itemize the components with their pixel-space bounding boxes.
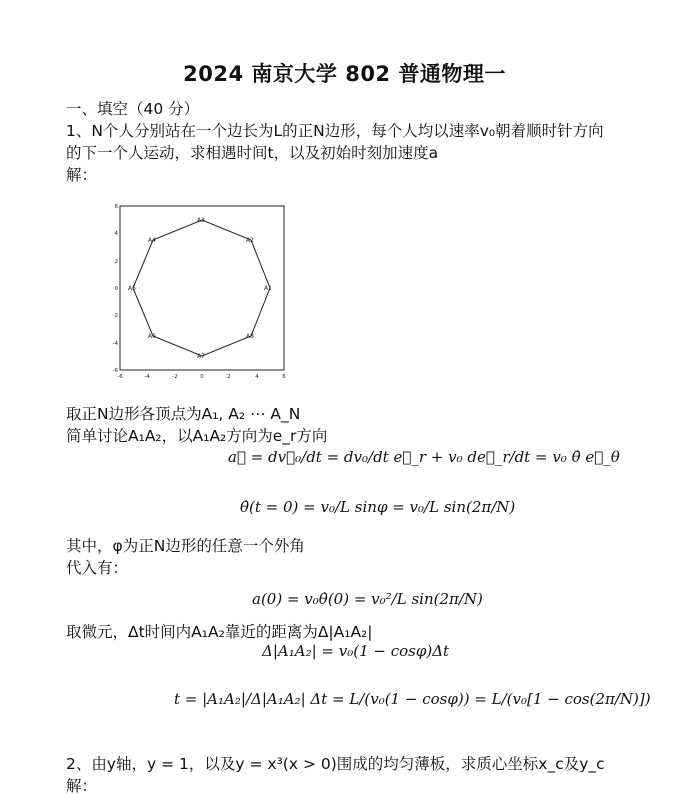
y-tick-label: -4 [112,341,118,347]
vertex-label: A5 [128,285,136,292]
answer-label-1: 解： [66,166,98,184]
vertex-label: A7 [197,353,205,360]
x-tick-label: 4 [255,374,259,380]
plot-frame [120,206,284,370]
vertex-label: A2 [246,237,254,244]
octagon-plot [110,200,290,380]
equation-3: a(0) = v₀θ̇(0) = v₀²/L sin(2π/N) [252,590,483,608]
y-tick-label: -2 [112,313,118,319]
x-tick-label: -6 [117,374,123,380]
question-2-line-1: 2、由y轴，y = 1，以及y = x³(x > 0)围成的均匀薄板，求质心坐标x_c及y_c [66,755,605,773]
y-tick-label: -6 [112,368,118,374]
vertex-label: A1 [264,285,272,292]
x-tick-label: 2 [227,374,231,380]
y-tick-label: 2 [114,259,118,265]
equation-5: t = |A₁A₂|/Δ|A₁A₂| Δt = L/(v₀(1 − cosφ)) = L/(v₀[1 − cos(2π/N)]) [174,690,651,708]
vertex-label: A3 [197,217,205,224]
text-differential: 取微元，Δt时间内A₁A₂靠近的距离为Δ|A₁A₂| [66,623,373,641]
y-tick-label: 4 [114,231,118,237]
y-tick-label: 6 [114,204,118,210]
vertex-label: A6 [148,333,156,340]
vertex-label: A4 [148,237,156,244]
x-tick-label: -2 [172,374,178,380]
text-discussion: 简单讨论A₁A₂，以A₁A₂方向为e_r方向 [66,427,328,445]
section-heading: 一、填空（40 分） [66,100,200,118]
x-tick-label: 0 [200,374,204,380]
x-tick-label: -4 [144,374,150,380]
question-1-line-2: 的下一个人运动，求相遇时间t，以及初始时刻加速度a [66,144,439,162]
x-tick-label: 6 [282,374,286,380]
equation-1: a⃗ = dv⃗₀/dt = dv₀/dt e⃗_r + v₀ de⃗_r/dt = v₀ θ̇ e⃗_θ [228,448,620,466]
equation-2: θ̇(t = 0) = v₀/L sinφ = v₀/L sin(2π/N) [240,498,516,516]
equation-4: Δ|A₁A₂| = v₀(1 − cosφ)Δt [262,642,450,660]
question-1-line-1: 1、N个人分别站在一个边长为L的正N边形，每个人均以速率v₀朝着顺时针方向 [66,122,604,140]
answer-label-2: 解： [66,777,98,795]
page-title: 2024 南京大学 802 普通物理一 [183,62,506,86]
text-exterior-angle: 其中，φ为正N边形的任意一个外角 [66,537,305,555]
text-substitute: 代入有： [66,559,129,577]
vertex-label: A8 [246,333,254,340]
y-tick-label: 0 [114,286,118,292]
text-vertices: 取正N边形各顶点为A₁, A₂ ⋯ A_N [66,405,301,423]
